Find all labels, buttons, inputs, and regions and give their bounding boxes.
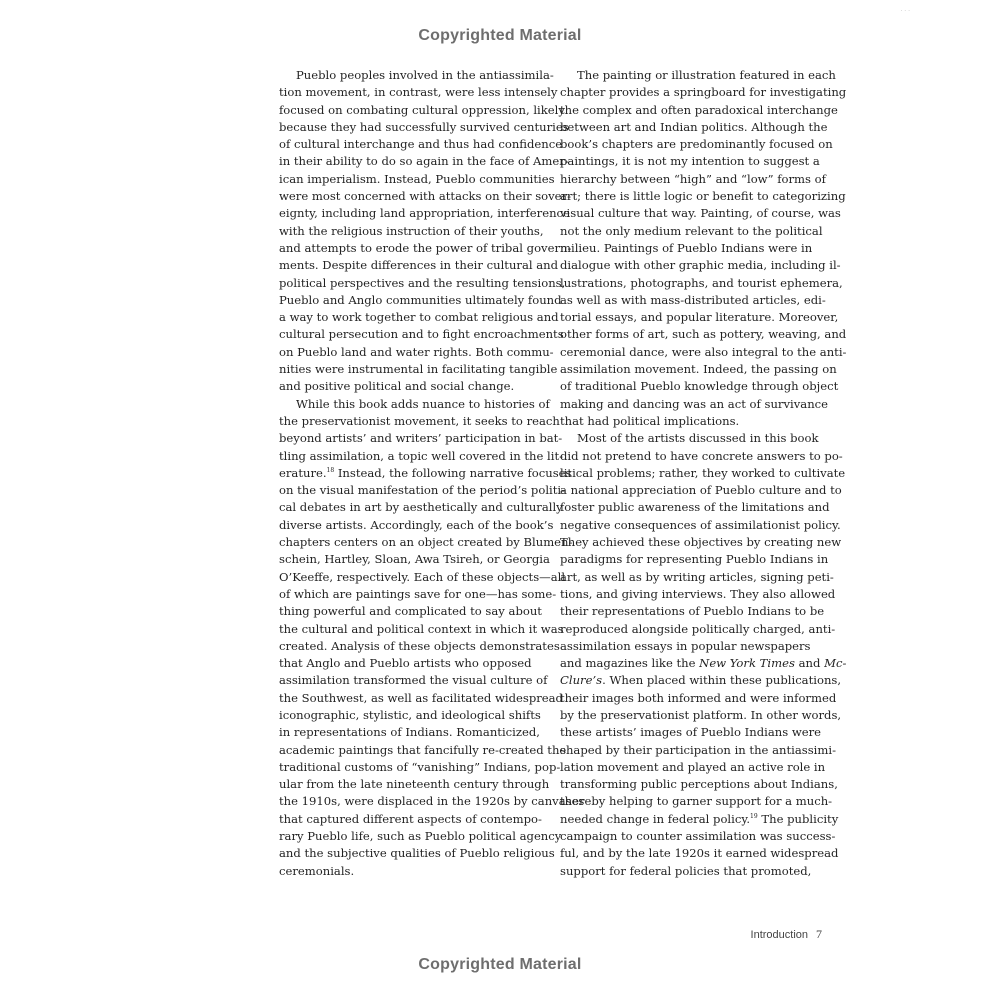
text-line: with the religious instruction of their youths, — [279, 223, 544, 238]
text-line: They achieved these objectives by creating new — [560, 535, 842, 550]
text-line: Pueblo and Anglo communities ultimately found — [279, 292, 562, 307]
text-line: these artists’ images of Pueblo Indians were — [560, 725, 822, 740]
text-segment: needed change in federal policy. — [560, 811, 751, 826]
text-line: ican imperialism. Instead, Pueblo communities — [279, 171, 555, 186]
text-line: tling assimilation, a topic well covered in the lit- — [279, 448, 564, 463]
text-line: chapter provides a springboard for investigating — [560, 85, 847, 100]
watermark-top: Copyrighted Material — [418, 27, 582, 44]
text-line: making and dancing was an act of survivance — [560, 396, 829, 411]
text-line: on the visual manifestation of the period’s politi- — [279, 483, 566, 498]
text-line: book’s chapters are predominantly focused on — [560, 137, 833, 152]
text-line-with-italics — [560, 672, 842, 689]
text-line: because they had successfully survived centuries — [279, 119, 569, 134]
text-line: of which are paintings save for one—has some- — [279, 586, 557, 601]
text-segment: and — [794, 656, 825, 671]
text-line: eignty, including land appropriation, interference — [279, 206, 570, 221]
text-line: lation movement and played an active role in — [560, 759, 826, 774]
text-line: their representations of Pueblo Indians to be — [560, 604, 825, 619]
text-line: negative consequences of assimilationist policy. — [560, 517, 841, 532]
text-line: The painting or illustration featured in each — [577, 68, 836, 82]
text-line: schein, Hartley, Sloan, Awa Tsireh, or Georgia — [279, 552, 550, 567]
text-line: ular from the late nineteenth century through — [279, 777, 550, 792]
text-line: O’Keeffe, respectively. Each of these objects—all — [279, 569, 566, 584]
text-segment: . When placed within these publications, — [602, 673, 842, 688]
text-line: diverse artists. Accordingly, each of the book’s — [279, 517, 554, 532]
text-line: the 1910s, were displaced in the 1920s by canvases — [279, 794, 585, 809]
text-line: ments. Despite differences in their cultural and — [279, 258, 559, 273]
text-line: their images both informed and were informed — [560, 690, 837, 705]
text-line: of traditional Pueblo knowledge through object — [560, 379, 839, 394]
text-line: the Southwest, as well as facilitated widespread — [279, 690, 563, 705]
text-line: traditional customs of “vanishing” Indians, pop- — [279, 759, 561, 774]
text-line: and attempts to erode the power of tribal govern- — [279, 240, 572, 255]
text-line: between art and Indian politics. Although the — [560, 119, 828, 134]
text-line: of cultural interchange and thus had confidence — [279, 137, 563, 152]
publication-title: Mc- — [824, 656, 847, 671]
text-line-with-italics — [560, 655, 847, 672]
text-line: lustrations, photographs, and tourist ephemera, — [560, 275, 843, 290]
text-line: art; there is little logic or benefit to categorizing — [560, 189, 846, 204]
text-line: beyond artists’ and writers’ participation in bat- — [279, 431, 563, 446]
text-line: foster public awareness of the limitations and — [560, 500, 830, 515]
text-line: cultural persecution and to fight encroachments — [279, 327, 564, 342]
text-line: not the only medium relevant to the political — [560, 223, 823, 238]
text-line: and positive political and social change. — [279, 379, 515, 394]
text-line: torial essays, and popular literature. Moreover, — [560, 310, 839, 325]
text-line: were most concerned with attacks on their sover- — [279, 189, 572, 204]
text-line: did not pretend to have concrete answers to po- — [560, 448, 843, 463]
running-footer — [600, 927, 822, 942]
footnote-marker: 19 — [750, 812, 758, 820]
text-line: While this book adds nuance to histories of — [296, 396, 550, 411]
text-line: iconographic, stylistic, and ideological shifts — [279, 707, 541, 722]
text-line: art, as well as by writing articles, signing peti- — [560, 569, 834, 584]
text-line: ful, and by the late 1920s it earned widespread — [560, 846, 839, 861]
text-segment: and magazines like the — [560, 656, 700, 671]
text-line: as well as with mass-distributed articles, edi- — [560, 292, 826, 307]
text-line: a way to work together to combat religious and — [279, 310, 559, 325]
text-line: by the preservationist platform. In other words, — [560, 707, 842, 722]
text-line: assimilation transformed the visual culture of — [279, 673, 548, 688]
text-line: thereby helping to garner support for a much- — [560, 794, 833, 809]
text-line: the preservationist movement, it seeks to reach — [279, 413, 560, 428]
publication-title: New York Times — [699, 656, 795, 671]
text-line: thing powerful and complicated to say about — [279, 604, 542, 619]
text-line: that Anglo and Pueblo artists who opposed — [279, 656, 532, 671]
text-line: and the subjective qualities of Pueblo religious — [279, 846, 555, 861]
text-line: tions, and giving interviews. They also allowed — [560, 586, 836, 601]
watermark-bottom: Copyrighted Material — [418, 956, 582, 973]
text-line: rary Pueblo life, such as Pueblo political agency — [279, 829, 562, 844]
text-line: created. Analysis of these objects demonstrates — [279, 638, 560, 653]
text-line: hierarchy between “high” and “low” forms of — [560, 171, 826, 186]
text-line: support for federal policies that promoted, — [560, 863, 812, 878]
text-line: dialogue with other graphic media, including il- — [560, 258, 841, 273]
text-line: assimilation essays in popular newspapers — [560, 638, 811, 653]
text-line: ceremonials. — [279, 863, 355, 878]
text-line: cal debates in art by aesthetically and culturally — [279, 500, 563, 515]
text-line: reproduced alongside politically charged, anti- — [560, 621, 836, 636]
corner-mark: · · · — [900, 8, 910, 15]
text-line: assimilation movement. Indeed, the passing on — [560, 362, 837, 377]
text-line: campaign to counter assimilation was success- — [560, 829, 836, 844]
text-line: transforming public perceptions about Indians, — [560, 777, 838, 792]
text-line: a national appreciation of Pueblo culture and to — [560, 483, 842, 498]
text-line: shaped by their participation in the antiassimi- — [560, 742, 836, 757]
text-line: paintings, it is not my intention to suggest a — [560, 154, 820, 169]
text-line: in representations of Indians. Romanticized, — [279, 725, 540, 740]
text-line-with-footnote — [279, 465, 572, 482]
text-line: focused on combating cultural oppression, likely — [279, 102, 565, 117]
text-line: milieu. Paintings of Pueblo Indians were in — [560, 240, 813, 255]
text-line: that had political implications. — [560, 413, 740, 428]
text-line: nities were instrumental in facilitating tangible — [279, 362, 558, 377]
text-line: visual culture that way. Painting, of course, was — [560, 206, 841, 221]
text-segment: The publicity — [757, 811, 839, 826]
text-segment: erature. — [279, 465, 327, 480]
text-line: academic paintings that fancifully re-created the — [279, 742, 567, 757]
text-line: Pueblo peoples involved in the antiassimila- — [296, 68, 554, 82]
text-line-with-footnote — [560, 811, 839, 828]
text-line: Most of the artists discussed in this book — [577, 431, 819, 446]
text-line: that captured different aspects of contempo- — [279, 811, 542, 826]
text-line: chapters centers on an object created by Blumen- — [279, 535, 573, 550]
text-line: the cultural and political context in which it was — [279, 621, 564, 636]
right-column — [560, 67, 847, 880]
section-title: Introduction — [750, 929, 808, 941]
page-number: 7 — [816, 927, 822, 941]
text-line: ceremonial dance, were also integral to the anti- — [560, 344, 847, 359]
text-line: litical problems; rather, they worked to cultivate — [560, 465, 846, 480]
text-line: tion movement, in contrast, were less intensely — [279, 85, 558, 100]
text-line: political perspectives and the resulting tensions, — [279, 275, 566, 290]
text-line: the complex and often paradoxical interchange — [560, 102, 838, 117]
publication-title: Clure’s — [560, 673, 603, 688]
text-line: in their ability to do so again in the face of Amer- — [279, 154, 569, 169]
text-line: paradigms for representing Pueblo Indians in — [560, 552, 829, 567]
text-segment: Instead, the following narrative focuses — [334, 465, 572, 480]
footnote-marker: 18 — [326, 466, 335, 474]
text-line: other forms of art, such as pottery, weaving, and — [560, 327, 847, 342]
text-line: on Pueblo land and water rights. Both commu- — [279, 344, 554, 359]
